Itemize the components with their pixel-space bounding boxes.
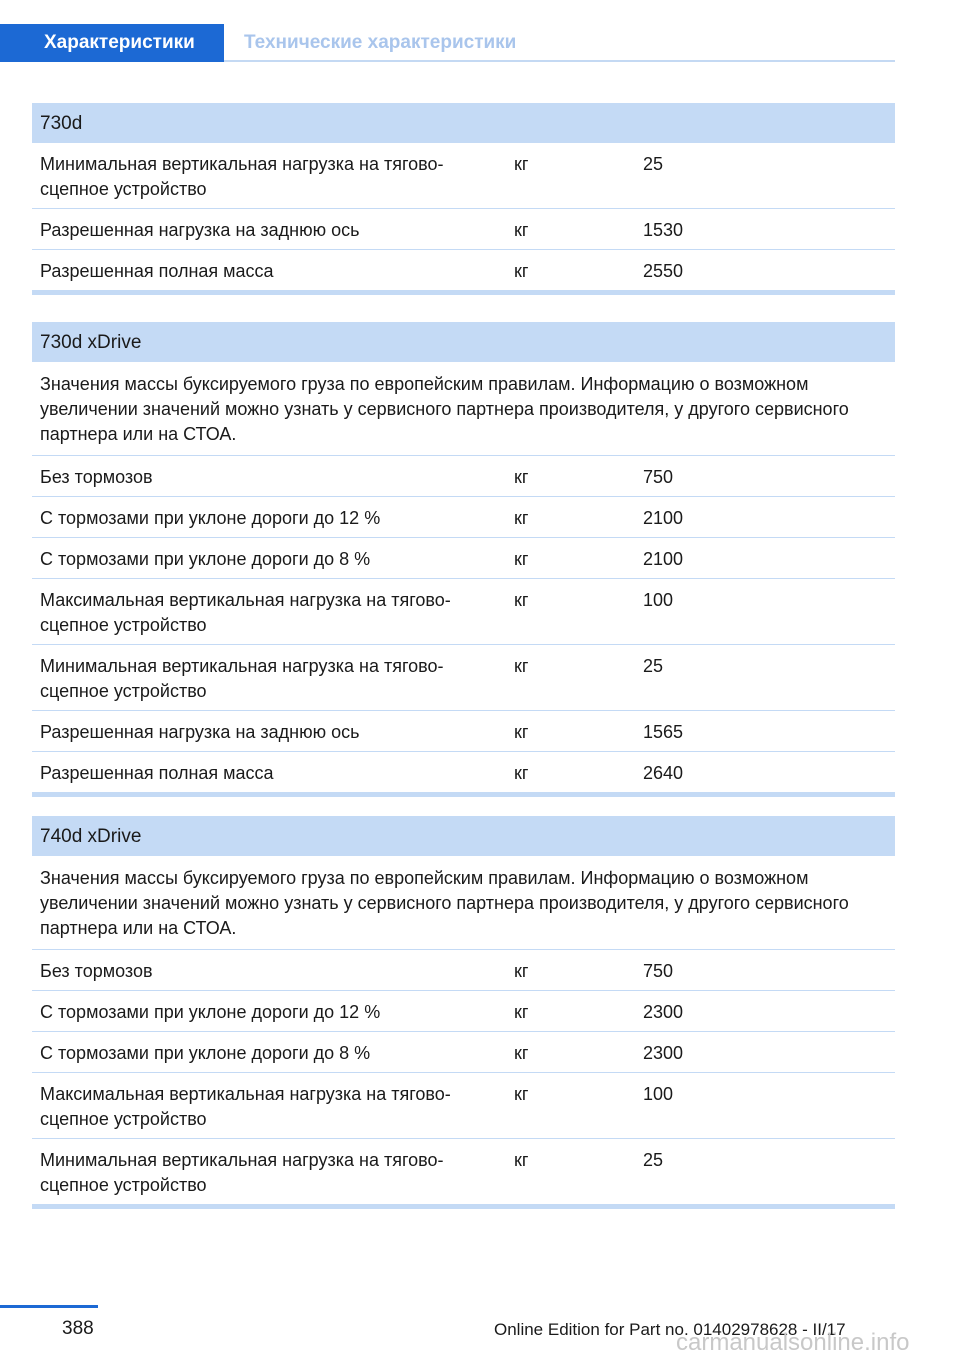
- row-value: 750: [643, 961, 674, 981]
- table-row: [32, 456, 895, 497]
- row-value: 25: [643, 656, 664, 676]
- row-label: С тормозами при уклоне дороги до 8 %: [40, 549, 371, 569]
- row-value: 1530: [643, 220, 684, 240]
- table-row: [32, 1139, 895, 1205]
- row-unit: кг: [514, 590, 529, 610]
- row-label: Минимальная вертикальная нагрузка на тягово-сцепное устройство: [40, 154, 444, 199]
- table-row: [32, 497, 895, 538]
- row-label: Минимальная вертикальная нагрузка на тягово-сцепное устройство: [40, 656, 444, 701]
- spec-table-730d: [32, 103, 895, 295]
- header-tab[interactable]: Характеристики: [0, 24, 224, 62]
- header-divider: [224, 60, 895, 62]
- row-label: Максимальная вертикальная нагрузка на тягово-сцепное устройство: [40, 1084, 451, 1129]
- row-value: 100: [643, 590, 674, 610]
- page-header: [0, 24, 895, 62]
- row-unit: кг: [514, 722, 529, 742]
- row-value: 25: [643, 154, 664, 174]
- row-value: 2100: [643, 549, 684, 569]
- row-value: 2640: [643, 763, 684, 783]
- row-label: Разрешенная полная масса: [40, 763, 274, 783]
- row-unit: кг: [514, 261, 529, 281]
- page-number: 388: [62, 1318, 94, 1339]
- row-unit: кг: [514, 467, 529, 487]
- table-row: [32, 209, 895, 250]
- row-unit: кг: [514, 1043, 529, 1063]
- table-row: [32, 645, 895, 711]
- table-heading: 730d xDrive: [32, 322, 895, 362]
- row-unit: кг: [514, 656, 529, 676]
- spec-table-740d-xdrive: [32, 816, 895, 1209]
- table-row: [32, 991, 895, 1032]
- row-label: С тормозами при уклоне дороги до 12 %: [40, 508, 381, 528]
- table-row: [32, 143, 895, 209]
- row-value: 2550: [643, 261, 684, 281]
- table-note: Значения массы буксируемого груза по европейским правилам. Информацию о возможном увеличении значений можно узнать у сервисного партнера производителя, у другого сервисного партнера или на СТОА.: [32, 362, 895, 456]
- row-label: Максимальная вертикальная нагрузка на тягово-сцепное устройство: [40, 590, 451, 635]
- spec-table-730d-xdrive: [32, 322, 895, 797]
- table-heading: 740d xDrive: [32, 816, 895, 856]
- row-value: 2100: [643, 508, 684, 528]
- table-heading: 730d: [32, 103, 895, 143]
- row-label: Разрешенная нагрузка на заднюю ось: [40, 220, 360, 240]
- row-unit: кг: [514, 1084, 529, 1104]
- table-row: [32, 1073, 895, 1139]
- row-value: 25: [643, 1150, 664, 1170]
- row-unit: кг: [514, 961, 529, 981]
- table-row: [32, 752, 895, 793]
- table-row: [32, 1032, 895, 1073]
- header-section-title[interactable]: Технические характеристики: [244, 32, 517, 53]
- row-value: 100: [643, 1084, 674, 1104]
- row-unit: кг: [514, 508, 529, 528]
- row-label: Разрешенная нагрузка на заднюю ось: [40, 722, 360, 742]
- edition-note: Online Edition for Part no. 01402978628 - II/17: [494, 1320, 846, 1339]
- row-label: Без тормозов: [40, 961, 153, 981]
- row-label: Разрешенная полная масса: [40, 261, 274, 281]
- row-label: Без тормозов: [40, 467, 153, 487]
- table-row: [32, 711, 895, 752]
- row-value: 1565: [643, 722, 684, 742]
- row-label: С тормозами при уклоне дороги до 8 %: [40, 1043, 371, 1063]
- row-label: С тормозами при уклоне дороги до 12 %: [40, 1002, 381, 1022]
- table-row: [32, 538, 895, 579]
- footer-accent-line: [0, 1305, 98, 1308]
- table-row: [32, 950, 895, 991]
- row-value: 2300: [643, 1043, 684, 1063]
- table-row: [32, 579, 895, 645]
- row-unit: кг: [514, 1150, 529, 1170]
- watermark: carmanualsonline.info: [676, 1329, 910, 1356]
- row-unit: кг: [514, 1002, 529, 1022]
- row-label: Минимальная вертикальная нагрузка на тягово-сцепное устройство: [40, 1150, 444, 1195]
- row-unit: кг: [514, 549, 529, 569]
- row-value: 750: [643, 467, 674, 487]
- row-unit: кг: [514, 763, 529, 783]
- row-unit: кг: [514, 220, 529, 240]
- table-note: Значения массы буксируемого груза по европейским правилам. Информацию о возможном увеличении значений можно узнать у сервисного партнера производителя, у другого сервисного партнера или на СТОА.: [32, 856, 895, 950]
- table-row: [32, 250, 895, 291]
- row-value: 2300: [643, 1002, 684, 1022]
- row-unit: кг: [514, 154, 529, 174]
